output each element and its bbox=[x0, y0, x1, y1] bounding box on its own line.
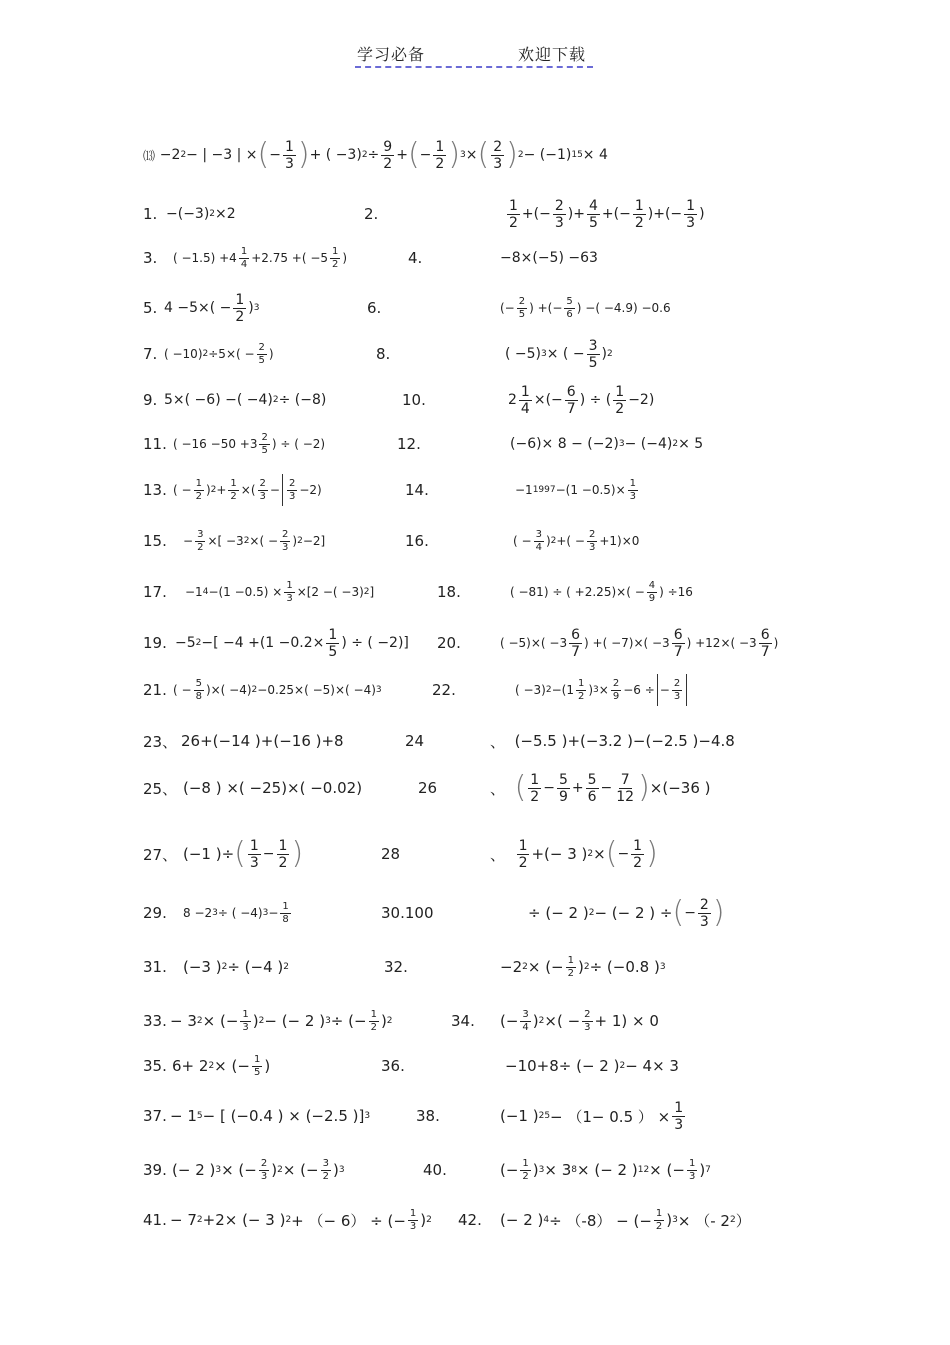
expr-part: 26+(−14 )+(−16 )+8 bbox=[181, 732, 344, 750]
fraction: $\frac{1}{2}$ bbox=[655, 1207, 663, 1232]
expr-part: − bbox=[262, 846, 275, 862]
expr-part: + （− 6） ÷ (− bbox=[291, 1211, 406, 1230]
problem-row-33-34: 33. − 3 2 × (− $\frac{1}{3}$ ) 2 − (− 2 ) 3 ÷ (− $\frac{1}{2}$ ) 2 34. (− $\frac{3}{4}$ ) 2 ×( − $\frac{2}{3}$ + 1) × 0 bbox=[0, 1001, 950, 1041]
expr-part: −2] bbox=[302, 534, 326, 548]
expr-part: − (−1) bbox=[523, 147, 572, 163]
fraction: $\frac{1}{3}$ bbox=[688, 1157, 696, 1182]
expr-part: − bbox=[269, 483, 280, 497]
expr-part: ) bbox=[532, 1161, 539, 1179]
problem-number: 6. bbox=[367, 299, 382, 317]
fraction: 1 2 bbox=[615, 383, 625, 417]
problem-number: 37. bbox=[143, 1107, 167, 1125]
fraction: 2 3 bbox=[288, 477, 296, 502]
fraction: $\frac{2}{3}$ bbox=[673, 677, 681, 702]
problem-number: 9. bbox=[143, 391, 158, 409]
expr-part: ( −3) bbox=[515, 683, 546, 697]
fraction: $\frac{2}{3}$ bbox=[584, 1008, 591, 1033]
expr-part: ( − bbox=[513, 534, 532, 548]
fraction: $\frac{1}{5}$ bbox=[328, 626, 338, 660]
expr-part: ÷ (−4 ) bbox=[227, 958, 284, 976]
problem-row-7-8: 7. ( −10) 2 ÷5×( − $\frac{2}{5}$ ) 8. ( −5) 3 × ( − $\frac{3}{5}$ ) 2 bbox=[0, 334, 950, 374]
expr-part: − 7 bbox=[170, 1211, 197, 1229]
problem-number: 30.100 bbox=[381, 904, 434, 922]
expr-part: − bbox=[600, 780, 613, 796]
fraction: 6 7 bbox=[760, 626, 770, 660]
expr-part: ) +12×( −3 bbox=[686, 636, 757, 650]
expr-part: (− bbox=[500, 1012, 519, 1030]
problem-row-39-40: 39. (− 2 ) 3 × (− $\frac{2}{3}$ ) 2 × (− $\frac{3}{2}$ ) 3 40. (− $\frac{1}{2}$ ) 3 × 3 8 × (− 2 ) 12 × (− $\frac{1}{3}$ ) 7 bbox=[0, 1150, 950, 1190]
expr-part: −6 ÷ bbox=[623, 683, 655, 697]
fraction: 6 7 bbox=[673, 626, 683, 660]
expr-part: ) bbox=[532, 1012, 539, 1030]
expr-part: ×2 bbox=[215, 206, 236, 222]
expr-part: ÷ (−0.8 ) bbox=[589, 958, 660, 976]
expr-part: + 1) × 0 bbox=[594, 1012, 659, 1030]
expr-part: ×( − bbox=[544, 1012, 581, 1030]
abs-bar bbox=[686, 674, 687, 706]
expr-part: (− bbox=[500, 1161, 519, 1179]
expr-part: ) bbox=[264, 1057, 271, 1075]
problem-row-5-6: 5. 4 −5×( − $\frac{1}{2}$ ) 3 6. (− $\frac{2}{5}$ ) +(− $\frac{5}{6}$ ) −( −4.9) −0.6 bbox=[0, 288, 950, 328]
problem-number: 35. bbox=[143, 1057, 167, 1075]
fraction: $\frac{4}{9}$ bbox=[648, 579, 656, 604]
fraction: $\frac{2}{5}$ bbox=[258, 341, 265, 366]
fraction: $\frac{3}{5}$ bbox=[588, 337, 598, 371]
expr-part: − 4× 3 bbox=[625, 1057, 679, 1075]
expr-part: − 1 bbox=[170, 1107, 197, 1125]
problem-row-41-42: 41. − 7 2 +2× (− 3 ) 2 + （− 6） ÷ (− $\frac{1}{3}$ ) 2 42. (− 2 ) 4 ÷ （-8） − (− $\frac{1}{2}$ ) 3 × （- 2 2 ） bbox=[0, 1200, 950, 1240]
expr-part: − | −3 | × bbox=[186, 147, 258, 163]
expr-part: ) bbox=[420, 1211, 427, 1229]
expr-part: ) bbox=[332, 1161, 339, 1179]
fraction: $\frac{1}{2}$ bbox=[435, 138, 445, 172]
problem-13-long: ⒀ −2 2 − | −3 | × ( − $\frac{1}{3}$ ) + ( −3) 2 ÷ $\frac{9}{2}$ + ( − $\frac{1}{2}$ ) 3 × ( 2 3 ) 2 − (−1) 15 × 4 bbox=[143, 137, 608, 172]
fraction: $\frac{1}{8}$ bbox=[282, 900, 289, 925]
fraction: $\frac{3}{4}$ bbox=[535, 528, 542, 553]
fraction: $\frac{2}{3}$ bbox=[282, 528, 289, 553]
problem-number: 34. bbox=[451, 1012, 475, 1030]
expr-part: ( −1.5) +4 bbox=[173, 251, 237, 265]
problem-row-3-4 bbox=[0, 238, 950, 278]
expr-part: ×( bbox=[240, 483, 256, 497]
problem-number: 1. bbox=[143, 205, 158, 223]
expr-part: −2 bbox=[500, 958, 523, 976]
expr-part: (−1 ) bbox=[500, 1107, 539, 1125]
paren-right: ) bbox=[506, 137, 518, 172]
problem-number: 42. bbox=[458, 1211, 482, 1229]
expr-part: × bbox=[598, 683, 609, 697]
expr-part: (−8 ) ×( −25)×( −0.02) bbox=[183, 779, 363, 797]
problem-row-1-2: 1. −(−3) 2 ×2 2. 1 2 +(− $\frac{2}{3}$ )+ $\frac{4}{5}$ +(− $\frac{1}{2}$ )+(− $\frac{1}{3}$ ) bbox=[0, 194, 950, 234]
expr-part: ) bbox=[699, 1161, 706, 1179]
expr-part: (− 2 ) bbox=[500, 1211, 544, 1229]
problem-number: 13. bbox=[143, 481, 167, 499]
problem-number: 22. bbox=[432, 681, 456, 699]
problem-number: 3. bbox=[143, 249, 158, 267]
expr-part: ） bbox=[735, 1211, 751, 1230]
expr-part: − bbox=[183, 534, 194, 548]
expr-part: ( − bbox=[173, 483, 192, 497]
page-header bbox=[355, 42, 593, 68]
fraction: 1 4 bbox=[240, 245, 248, 270]
expr-part: × (− 2 ) bbox=[577, 1161, 638, 1179]
fraction: $\frac{4}{5}$ bbox=[588, 197, 598, 231]
fraction: $\frac{1}{2}$ bbox=[195, 477, 202, 502]
fraction: $\frac{2}{3}$ bbox=[554, 197, 564, 231]
fraction: $\frac{1}{4}$ bbox=[520, 383, 530, 417]
expr-part: − (−4) bbox=[624, 436, 673, 452]
problem-number: 8. bbox=[376, 345, 391, 363]
expr-part: )+(− bbox=[647, 206, 683, 222]
expr-part: 5×( −6) −( −4) bbox=[164, 392, 273, 408]
problem-number: 7. bbox=[143, 345, 158, 363]
expr-part: ) ÷ ( −2) bbox=[271, 437, 326, 451]
paren-right: ) bbox=[712, 895, 725, 930]
paren-left: ( bbox=[257, 137, 270, 172]
expr-part: + bbox=[571, 780, 584, 796]
expr-part: ×[ −3 bbox=[207, 534, 244, 548]
fraction: $\frac{2}{5}$ bbox=[518, 295, 526, 320]
expr-part: × (− bbox=[221, 1161, 257, 1179]
fraction: $\frac{9}{2}$ bbox=[383, 138, 393, 172]
fraction: 1 2 bbox=[577, 677, 585, 702]
expr-part: × 3 bbox=[544, 1161, 572, 1179]
expr-part: ÷ (− bbox=[330, 1012, 367, 1030]
expr-part: −1 bbox=[515, 483, 533, 497]
expr-part: ) bbox=[252, 1012, 259, 1030]
expr-part: ) bbox=[666, 1211, 673, 1229]
expr-part: − bbox=[268, 906, 279, 920]
expr-part: − （1− 0.5 ） × bbox=[550, 1107, 671, 1126]
fraction: 1 2 bbox=[509, 197, 518, 231]
expr-part: ) bbox=[271, 1161, 278, 1179]
problem-row-35-36: 35. 6+ 2 2 × (− $\frac{1}{5}$ ) 36. −10+8÷ (− 2 ) 2 − 4× 3 bbox=[0, 1046, 950, 1086]
expr-part: ) −( −4.9) −0.6 bbox=[576, 301, 671, 315]
problem-number: 5. bbox=[143, 299, 158, 317]
expr-part: ÷ bbox=[367, 147, 380, 163]
fraction: $\frac{2}{3}$ bbox=[588, 528, 596, 553]
expr-part: − (− 2 ) ÷ bbox=[594, 904, 673, 922]
expr-part: ×[2 −( −3) bbox=[296, 585, 364, 599]
problem-number: 39. bbox=[143, 1161, 167, 1179]
expr-part: −2) bbox=[628, 392, 655, 408]
fraction: $\frac{1}{2}$ bbox=[278, 837, 288, 871]
neg-sign: − bbox=[269, 147, 281, 163]
paren-left: ( bbox=[514, 770, 527, 805]
problem-number: 14. bbox=[405, 481, 429, 499]
expr-part: × 4 bbox=[582, 147, 608, 163]
problem-row-29-30: 29. 8 −2 3 ÷ ( −4) 3 − $\frac{1}{8}$ 30.100 ÷ (− 2 ) 2 − (− 2 ) ÷ ( − $\frac{2}{3}$ ) bbox=[0, 893, 950, 933]
problem-number: 32. bbox=[384, 958, 408, 976]
problem-row-23-24 bbox=[0, 721, 950, 761]
problem-number: 27、 bbox=[143, 845, 178, 864]
problem-row-37-38: 37. − 1 5 − [ (−0.4 ) × (−2.5 )] 3 38. (−1 ) 25 − （1− 0.5 ） × $\frac{1}{3}$ bbox=[0, 1096, 950, 1136]
expr-part: (−3 ) bbox=[183, 958, 222, 976]
expr-part: + ( −3) bbox=[309, 147, 362, 163]
expr-part: × (− bbox=[202, 1012, 239, 1030]
expr-part: ) bbox=[342, 251, 348, 265]
expr-part: ÷ (−8) bbox=[278, 392, 327, 408]
paren-left: ( bbox=[407, 137, 420, 172]
problem-number: 11. bbox=[143, 435, 167, 453]
expr-part: −[ −4 +(1 −0.2× bbox=[201, 635, 325, 651]
expr-part: −5 bbox=[175, 635, 196, 651]
expr-part: ) bbox=[205, 483, 211, 497]
fraction: 1 2 bbox=[530, 771, 540, 805]
expr-part: )+ bbox=[567, 206, 585, 222]
problem-number: 41. bbox=[143, 1211, 167, 1229]
expr-part: × (− bbox=[649, 1161, 685, 1179]
enum-comma: 、 bbox=[490, 732, 506, 751]
problem-number: 25、 bbox=[143, 779, 178, 798]
problem-number: 15. bbox=[143, 532, 167, 550]
fraction: $\frac{1}{3}$ bbox=[674, 1099, 684, 1133]
problem-number: 29. bbox=[143, 904, 167, 922]
expr-part: 6+ 2 bbox=[172, 1057, 209, 1075]
expr-part: × bbox=[465, 147, 478, 163]
abs-bar bbox=[282, 474, 283, 506]
expr-part: +2× (− 3 ) bbox=[202, 1211, 286, 1229]
expr-part: ( −5)×( −3 bbox=[500, 636, 568, 650]
fraction: $\frac{1}{3}$ bbox=[242, 1008, 249, 1033]
expr-part: −(−3) bbox=[166, 206, 210, 222]
neg-sign: − bbox=[419, 147, 432, 163]
fraction: 2 3 bbox=[493, 138, 503, 172]
paren-right: ) bbox=[638, 770, 650, 805]
expr-part: ÷ ( −4) bbox=[217, 906, 263, 920]
expr-part: −1 bbox=[185, 585, 203, 599]
fraction: 2 5 bbox=[261, 431, 268, 456]
fraction: $\frac{5}{6}$ bbox=[566, 295, 573, 320]
fraction: 2 3 bbox=[259, 477, 266, 502]
expr-part: ) bbox=[773, 636, 779, 650]
expr-part: +( − bbox=[556, 534, 585, 548]
problem-row-17-18: 17. −1 4 −(1 −0.5) × $\frac{1}{3}$ ×[2 −( −3) 2 ] 18. ( −81) ÷ ( +2.25)×( − $\frac{4}{9}$ ) ÷16 bbox=[0, 572, 950, 612]
expr-part: −2) bbox=[299, 483, 322, 497]
problem-row-9-10: 9. 5×( −6) −( −4) 2 ÷ (−8) 10. 2 $\frac{1}{4}$ ×(− $\frac{6}{7}$ ) ÷ ( 1 2 −2) bbox=[0, 380, 950, 420]
fraction: $\frac{1}{2}$ bbox=[567, 954, 574, 979]
problem-row-27-28: 27、 (−1 )÷ ( 1 3 − $\frac{1}{2}$ ) 28 、 1 2 +(− 3 ) 2 × ( − $\frac{1}{2}$ ) bbox=[0, 834, 950, 874]
paren-left: ( bbox=[605, 836, 618, 871]
fraction: $\frac{1}{2}$ bbox=[235, 291, 245, 325]
expr-part: ) bbox=[588, 683, 594, 697]
fraction: $\frac{1}{3}$ bbox=[284, 138, 294, 172]
paren-right: ) bbox=[646, 836, 658, 871]
problem-number: 21. bbox=[143, 681, 167, 699]
expr-part: × (− bbox=[282, 1161, 319, 1179]
fraction: 1 2 bbox=[518, 837, 528, 871]
problem-row-21-22: 21. ( − $\frac{5}{8}$ )×( −4) 2 −0.25×( −5)×( −4) 3 22. ( −3) 2 −(1 1 2 ) 3 × $\frac{2}{9}$ −6 ÷ − $\frac{2}{3}$ bbox=[0, 670, 950, 710]
paren-left: ( bbox=[672, 895, 685, 930]
expr-part: ) bbox=[292, 534, 298, 548]
expr-part: × （- 2 bbox=[677, 1211, 730, 1230]
expr-part: − bbox=[659, 683, 670, 697]
problem-row-19-20: 19. −5 2 −[ −4 +(1 −0.2× $\frac{1}{5}$ ) ÷ ( −2)] 20. ( −5)×( −3 6 7 ) +( −7)×( −3 6 7 ) +12×( −3 6 7 ) bbox=[0, 623, 950, 663]
expr-part: 2 bbox=[508, 392, 517, 408]
paren-right: ) bbox=[297, 137, 310, 172]
expr-part: ( − bbox=[173, 683, 192, 697]
paren-left: ( bbox=[234, 836, 246, 871]
fraction: $\frac{6}{7}$ bbox=[566, 383, 576, 417]
fraction: $\frac{1}{5}$ bbox=[253, 1053, 261, 1078]
expr-part: − (− 2 ) bbox=[264, 1012, 326, 1030]
problem-row-11-12: 11. ( −16 −50 +3 2 5 ) ÷ ( −2) 12. (−6)× 8 − (−2) 3 − (−4) 2 × 5 bbox=[0, 424, 950, 464]
problem-number: 18. bbox=[437, 583, 461, 601]
expr-part: − [ (−0.4 ) × (−2.5 )] bbox=[202, 1107, 365, 1125]
problem-number: 36. bbox=[381, 1057, 405, 1075]
expr-part: ) +( −7)×( −3 bbox=[584, 636, 670, 650]
expr-part: ) ÷16 bbox=[659, 585, 693, 599]
problem-row-15-16: 15. − $\frac{3}{2}$ ×[ −3 2 ×( − $\frac{2}{3}$ ) 2 −2] 16. ( − $\frac{3}{4}$ ) 2 +( − $\frac{2}{3}$ +1)×0 bbox=[0, 521, 950, 561]
expr-part: ÷ (− 2 ) bbox=[528, 904, 589, 922]
expr-part: 8 −2 bbox=[183, 906, 213, 920]
expr-part: (−5.5 )+(−3.2 )−(−2.5 )−4.8 bbox=[514, 732, 735, 750]
problem-number: 2. bbox=[364, 205, 379, 223]
expr-part: + bbox=[396, 147, 408, 163]
expr-part: − bbox=[617, 846, 630, 862]
expr-part: +(− 3 ) bbox=[531, 845, 588, 863]
expr-part: ) bbox=[268, 347, 274, 361]
expr-part: −8×(−5) −63 bbox=[500, 250, 598, 266]
fraction: $\frac{1}{2}$ bbox=[522, 1157, 529, 1182]
expr-part: 4 −5×( − bbox=[164, 300, 232, 316]
expr-part: × 5 bbox=[678, 436, 704, 452]
problem-number: 28 bbox=[381, 845, 401, 863]
expr-part: −(1 −0.5)× bbox=[555, 483, 626, 497]
problem-number: 24 bbox=[405, 732, 425, 750]
problem-number: 33. bbox=[143, 1012, 167, 1030]
expr-part: ×( − bbox=[249, 534, 279, 548]
problem-number: 10. bbox=[402, 391, 426, 409]
expr-part: −10+8÷ (− 2 ) bbox=[505, 1057, 620, 1075]
problem-number: 38. bbox=[416, 1107, 440, 1125]
abs-bar bbox=[657, 674, 658, 706]
expr-part: (−1 )÷ bbox=[183, 845, 235, 863]
expr-part: ) ÷ ( −2)] bbox=[341, 635, 409, 651]
problem-row-25-26 bbox=[0, 768, 950, 808]
enum-comma: 、 bbox=[490, 845, 506, 864]
fraction: $\frac{1}{2}$ bbox=[370, 1008, 377, 1033]
problem-number: 19. bbox=[143, 634, 167, 652]
expr-part: × bbox=[593, 845, 606, 863]
expr-part: + bbox=[216, 483, 227, 497]
expr-part: ( −5) bbox=[505, 346, 542, 362]
fraction: $\frac{1}{3}$ bbox=[286, 579, 293, 604]
expr-part: ×(− bbox=[533, 392, 563, 408]
fraction: 6 7 bbox=[571, 626, 581, 660]
fraction: $\frac{3}{2}$ bbox=[322, 1157, 329, 1182]
expr-part: (− bbox=[500, 301, 515, 315]
fraction: $\frac{1}{3}$ bbox=[686, 197, 696, 231]
expr-part: ] bbox=[369, 585, 375, 599]
expr-part: ( −10) bbox=[164, 347, 203, 361]
expr-part: )×( −4) bbox=[205, 683, 252, 697]
expr-part: ) +(− bbox=[529, 301, 563, 315]
problem-number: 17. bbox=[143, 583, 167, 601]
fraction: $\frac{1}{2}$ bbox=[634, 197, 644, 231]
fraction: $\frac{7}{12}$ bbox=[616, 771, 635, 805]
fraction: $\frac{5}{8}$ bbox=[195, 677, 202, 702]
fraction: $\frac{1}{3}$ bbox=[629, 477, 637, 502]
expr-part: ) ÷ ( bbox=[579, 392, 612, 408]
expr-part: ÷ （-8） − (− bbox=[549, 1211, 652, 1230]
expr-part: − bbox=[684, 905, 696, 921]
expr-part: ×(−36 ) bbox=[649, 779, 711, 797]
expr-part: −2 bbox=[159, 147, 181, 163]
expr-part: ( −81) ÷ ( +2.25)×( − bbox=[510, 585, 645, 599]
problem-number: 12. bbox=[397, 435, 421, 453]
paren-right: ) bbox=[448, 137, 461, 172]
expr-part: ) bbox=[545, 534, 551, 548]
expr-part: +(− bbox=[601, 206, 631, 222]
expr-part: − bbox=[543, 780, 555, 796]
paren-right: ) bbox=[291, 836, 304, 871]
problem-number: 16. bbox=[405, 532, 429, 550]
expr-part: (− 2 ) bbox=[172, 1161, 216, 1179]
problem-row-31-32: 31. (−3 ) 2 ÷ (−4 ) 2 32. −2 2 × (− $\frac{1}{2}$ ) 2 ÷ (−0.8 ) 3 bbox=[0, 947, 950, 987]
fraction: 1 2 bbox=[332, 245, 339, 270]
problem-number: 20. bbox=[437, 634, 461, 652]
expr-part: ) bbox=[248, 300, 254, 316]
expr-part: −(1 bbox=[551, 683, 574, 697]
problem-number: 26 bbox=[418, 779, 438, 797]
enum-comma: 、 bbox=[490, 779, 506, 798]
fraction: $\frac{1}{2}$ bbox=[633, 837, 643, 871]
fraction: $\frac{2}{3}$ bbox=[699, 896, 709, 930]
paren-left: ( bbox=[477, 137, 490, 172]
problem-number: 23、 bbox=[143, 732, 178, 751]
expr-part: −0.25×( −5)×( −4) bbox=[257, 683, 376, 697]
expr-part: ) bbox=[601, 346, 607, 362]
problem-row-13-14: 13. ( − $\frac{1}{2}$ ) 2 + $\frac{1}{2}$ ×( 2 3 − 2 3 −2) 14. −1 1997 −(1 −0.5)× $\frac{1}{3}$ bbox=[0, 470, 950, 510]
fraction: $\frac{3}{4}$ bbox=[522, 1008, 529, 1033]
expr-part: ) bbox=[380, 1012, 387, 1030]
expr-part: −(1 −0.5) × bbox=[208, 585, 283, 599]
expr-part: × ( − bbox=[546, 346, 585, 362]
expr-part: × (− bbox=[527, 958, 564, 976]
problem-number: 31. bbox=[143, 958, 167, 976]
fraction: $\frac{2}{3}$ bbox=[260, 1157, 268, 1182]
fraction: $\frac{1}{2}$ bbox=[230, 477, 237, 502]
fraction: $\frac{5}{6}$ bbox=[587, 771, 597, 805]
fraction: $\frac{2}{9}$ bbox=[612, 677, 620, 702]
expr-part: +(− bbox=[521, 206, 551, 222]
expr-part: (−6)× 8 − (−2) bbox=[510, 436, 619, 452]
expr-part: ) bbox=[578, 958, 584, 976]
fraction: $\frac{3}{2}$ bbox=[197, 528, 204, 553]
expr-part: +1)×0 bbox=[599, 534, 640, 548]
fraction: 1 3 bbox=[249, 837, 259, 871]
header-right-text: 欢迎下载 bbox=[518, 45, 587, 64]
expr-part: ) bbox=[699, 206, 705, 222]
header-left-text: 学习必备 bbox=[357, 45, 426, 64]
expr-part: × (− bbox=[214, 1057, 250, 1075]
fraction: $\frac{1}{3}$ bbox=[409, 1207, 417, 1232]
expr-part: ÷5×( − bbox=[208, 347, 255, 361]
problem-number: 4. bbox=[408, 249, 423, 267]
expr-part: +2.75 +( −5 bbox=[251, 251, 329, 265]
problem-number: 40. bbox=[423, 1161, 447, 1179]
expr-part: − 3 bbox=[170, 1012, 197, 1030]
problem-number: ⒀ bbox=[143, 148, 156, 163]
expr-part: ( −16 −50 +3 bbox=[173, 437, 258, 451]
fraction: $\frac{5}{9}$ bbox=[558, 771, 568, 805]
